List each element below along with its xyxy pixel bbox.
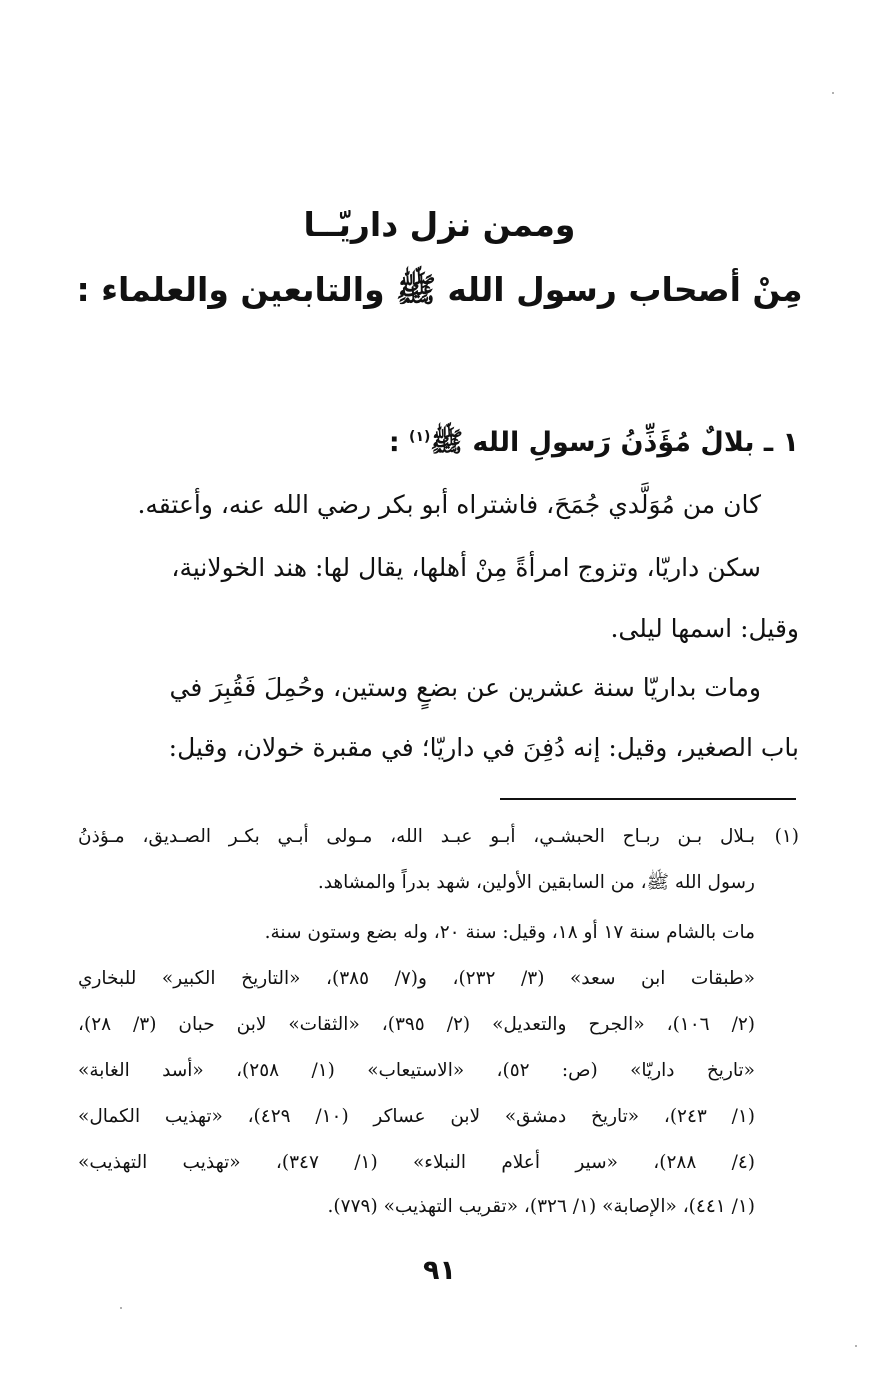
scan-speck (855, 1345, 857, 1347)
footnote-line-2: رسول الله ﷺ، من السابقين الأولين، شهد بدراً والمشاهد. (317, 872, 755, 893)
entry-heading-text: ١ ـ بلالٌ مُؤَذِّنُ رَسولِ الله ﷺ (430, 427, 799, 458)
footnote-line-3: مات بالشام سنة ١٧ أو ١٨، وقيل: سنة ٢٠، وله بضع وستون سنة. (264, 922, 755, 943)
chapter-title-line-1: وممن نزل داريّــا (303, 205, 576, 244)
scan-speck (832, 92, 834, 94)
footnote-line-4: «طبقات ابن سعد» (٣/ ٢٣٢)، و(٧/ ٣٨٥)، «التاريخ الكبير» للبخاري (78, 968, 755, 989)
body-line-5: باب الصغير، وقيل: إنه دُفِنَ في داريّا؛ في مقبرة خولان، وقيل: (168, 733, 799, 762)
scan-speck (120, 1307, 122, 1309)
footnote-separator (500, 798, 796, 800)
footnote-line-5: (٢/ ١٠٦)، «الجرح والتعديل» (٢/ ٣٩٥)، «الثقات» لابن حبان (٣/ ٢٨)، (78, 1014, 755, 1035)
footnote-line-8: (٤/ ٢٨٨)، «سير أعلام النبلاء» (١/ ٣٤٧)، «تهذيب التهذيب» (78, 1152, 755, 1173)
body-line-1: كان من مُوَلَّدي جُمَحَ، فاشتراه أبو بكر رضي الله عنه، وأعتقه. (137, 490, 761, 519)
entry-heading-colon: : (388, 427, 410, 458)
page-number: ٩١ (423, 1255, 456, 1286)
footnote-number: (١) (774, 826, 799, 847)
footnote-line-6: «تاريخ داريّا» (ص: ٥٢)، «الاستيعاب» (١/ ٢٥٨)، «أسد الغابة» (78, 1060, 755, 1081)
footnote-line-1: بـلال بـن ربـاح الحبشـي، أبـو عبـد الله، مـولى أبـي بكـر الصـديق، مـؤذنُ (78, 826, 755, 847)
body-line-3: وقيل: اسمها ليلى. (610, 614, 799, 643)
footnote-line-7: (١/ ٢٤٣)، «تاريخ دمشق» لابن عساكر (١٠/ ٤٢٩)، «تهذيب الكمال» (78, 1106, 755, 1127)
body-line-2: سكن داريّا، وتزوج امرأةً مِنْ أهلها، يقال لها: هند الخولانية، (171, 553, 761, 582)
footnote-reference: (١) (409, 429, 431, 445)
body-line-4: ومات بداريّا سنة عشرين عن بضعٍ وستين، وحُمِلَ فَقُبِرَ في (169, 673, 761, 702)
footnote-line-9: (١/ ٤٤١)، «الإصابة» (١/ ٣٢٦)، «تقريب التهذيب» (٧٧٩). (327, 1196, 755, 1217)
chapter-title-line-2: مِنْ أصحاب رسول الله ﷺ والتابعين والعلماء : (76, 270, 803, 309)
entry-heading (389, 425, 799, 465)
